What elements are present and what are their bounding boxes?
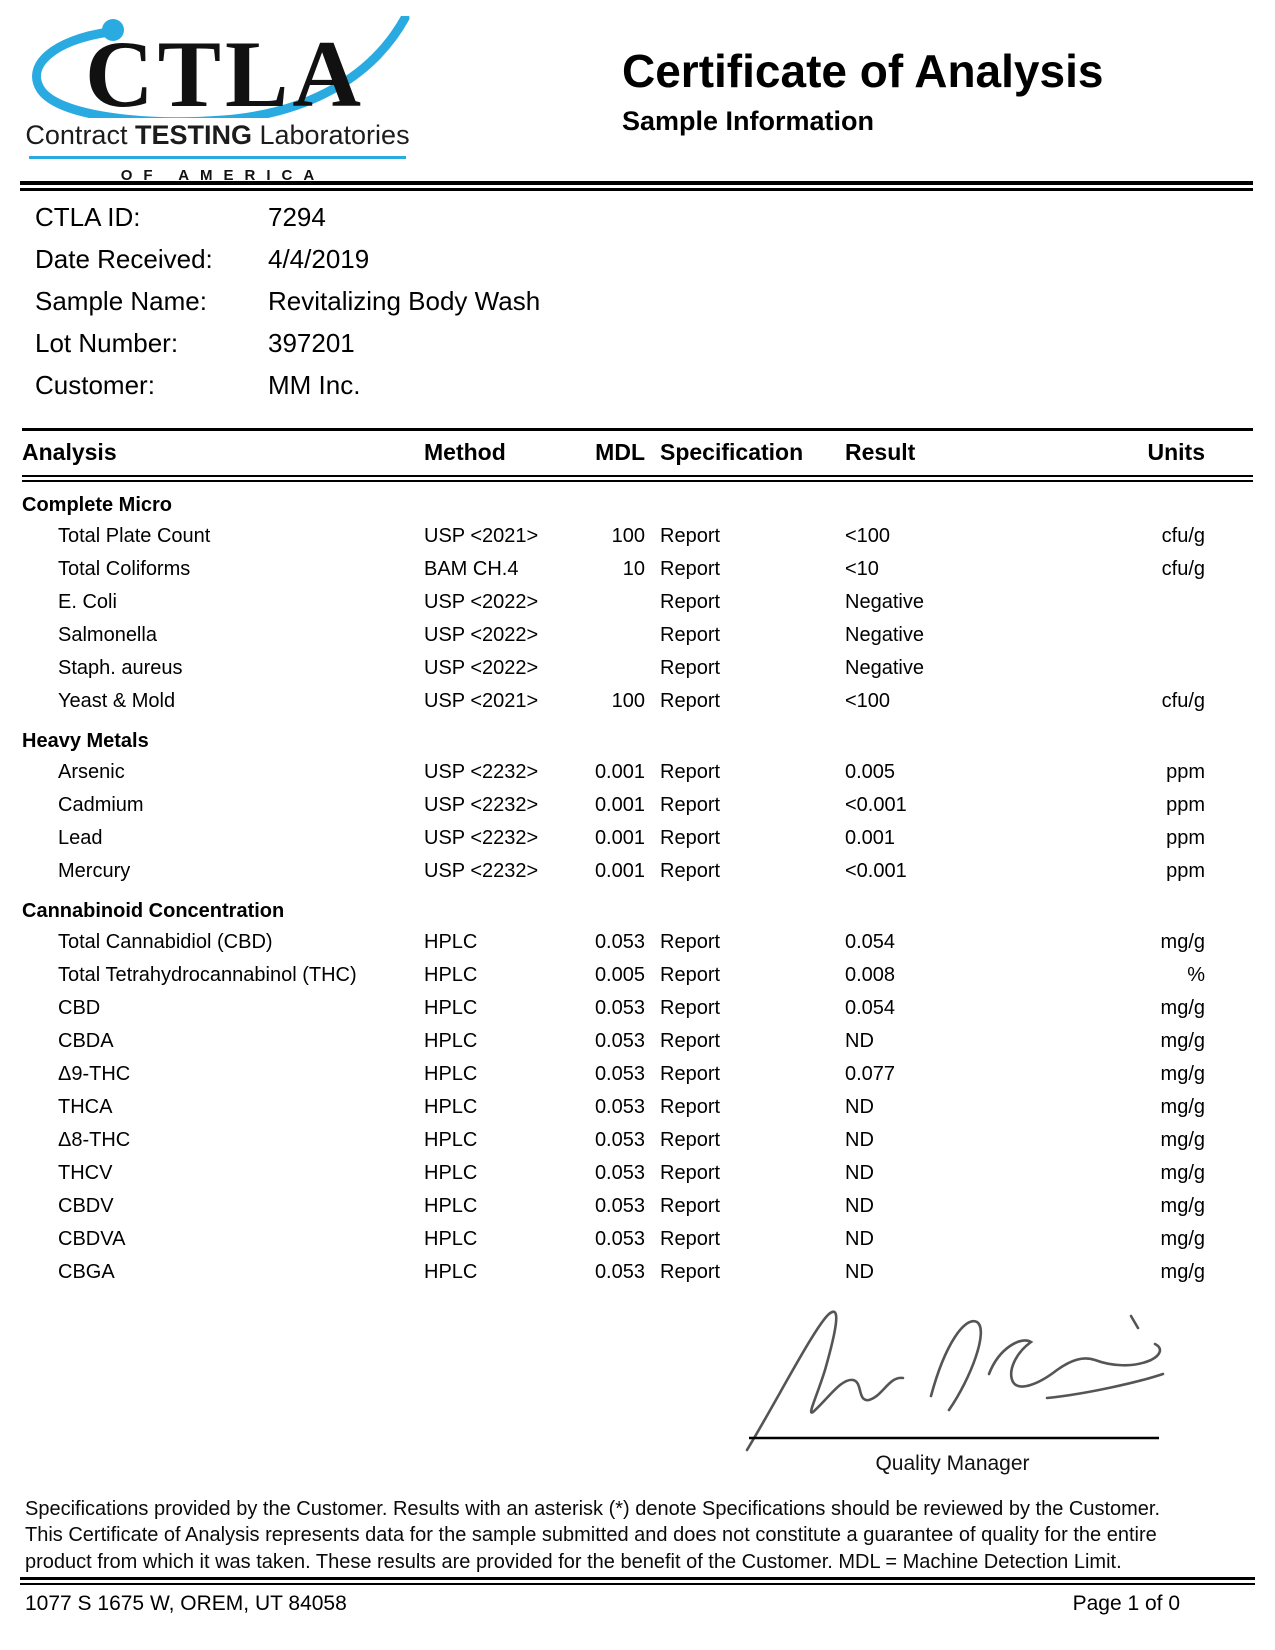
cell-specification: Report (660, 1129, 721, 1152)
cell-result: ND (845, 1228, 874, 1251)
cell-specification: Report (660, 1228, 721, 1251)
footer-page-number: Page 1 of 0 (1072, 1592, 1180, 1615)
cell-specification: Report (660, 931, 721, 954)
cell-specification: Report (660, 1162, 721, 1185)
cell-mdl: 0.053 (594, 1261, 645, 1284)
header-units: Units (1080, 430, 1253, 479)
cell-result: ND (845, 1096, 874, 1119)
footer-divider (20, 1577, 1255, 1585)
sample-field-label: Date Received: (35, 243, 213, 274)
cell-method: USP <2021> (424, 690, 539, 713)
analysis-table-header (22, 430, 1253, 479)
header-divider (20, 181, 1253, 191)
title-block (622, 46, 1103, 137)
section-title-row (22, 888, 1253, 926)
cell-mdl: 0.001 (594, 761, 645, 784)
cell-method: HPLC (424, 964, 478, 987)
logo-divider (29, 156, 406, 159)
cell-result: ND (845, 1261, 874, 1284)
sample-row (35, 364, 540, 406)
sample-field-value: 397201 (268, 327, 355, 358)
signature-block (735, 1290, 1170, 1476)
cell-result: <10 (845, 558, 879, 581)
analysis-row (22, 652, 1253, 685)
cell-method: BAM CH.4 (424, 558, 519, 581)
cell-analysis: THCV (58, 1162, 113, 1185)
analysis-row (22, 756, 1253, 789)
analysis-row (22, 926, 1253, 959)
cell-analysis: Lead (58, 827, 103, 850)
cell-mdl (594, 619, 645, 652)
cell-mdl: 0.001 (594, 827, 645, 850)
cell-result: 0.054 (845, 931, 896, 954)
cell-specification: Report (660, 827, 721, 850)
cell-analysis: THCA (58, 1096, 113, 1119)
sample-row (35, 238, 540, 280)
cell-result: ND (845, 1129, 874, 1152)
analysis-table-body (22, 479, 1253, 1290)
cell-units: mg/g (1160, 997, 1205, 1020)
cell-mdl: 0.053 (594, 931, 645, 954)
cell-analysis: Total Coliforms (58, 558, 191, 581)
cell-analysis: E. Coli (58, 591, 117, 614)
sample-field-value: 7294 (268, 201, 326, 232)
cell-analysis: Total Plate Count (58, 525, 211, 548)
cell-analysis: Yeast & Mold (58, 690, 176, 713)
signature-role-label: Quality Manager (875, 1452, 1030, 1475)
cell-mdl: 0.053 (594, 1129, 645, 1152)
cell-analysis: Salmonella (58, 624, 157, 647)
cell-method: HPLC (424, 1261, 478, 1284)
cell-units: cfu/g (1161, 690, 1205, 713)
sample-field-label: Lot Number: (35, 327, 179, 358)
analysis-row (22, 1157, 1253, 1190)
cell-analysis: CBD (58, 997, 101, 1020)
cell-mdl: 0.053 (594, 997, 645, 1020)
ctla-logo (25, 16, 410, 184)
analysis-row (22, 1223, 1253, 1256)
logo-tagline (25, 120, 410, 151)
analysis-row (22, 855, 1253, 888)
cell-analysis: Mercury (58, 860, 131, 883)
sample-field-value: MM Inc. (268, 369, 361, 400)
analysis-row (22, 1124, 1253, 1157)
page-subtitle: Sample Information (622, 105, 875, 136)
cell-method: USP <2232> (424, 827, 539, 850)
cell-analysis: Total Tetrahydrocannabinol (THC) (58, 964, 357, 987)
page-title: Certificate of Analysis (622, 45, 1104, 97)
cell-units: ppm (1166, 794, 1205, 817)
cell-units: mg/g (1160, 931, 1205, 954)
cell-units: ppm (1166, 761, 1205, 784)
cell-method: HPLC (424, 1030, 478, 1053)
cell-units: mg/g (1160, 1063, 1205, 1086)
cell-result: <100 (845, 525, 891, 548)
section-title: Heavy Metals (22, 730, 149, 753)
analysis-row (22, 822, 1253, 855)
header-analysis: Analysis (22, 430, 424, 479)
analysis-row (22, 1190, 1253, 1223)
cell-result: ND (845, 1162, 874, 1185)
sample-info (35, 196, 540, 406)
cell-analysis: Staph. aureus (58, 657, 183, 680)
analysis-row (22, 553, 1253, 586)
cell-units (1080, 652, 1253, 685)
analysis-table (22, 428, 1253, 1289)
cell-specification: Report (660, 794, 721, 817)
analysis-row (22, 959, 1253, 992)
cell-mdl: 100 (611, 690, 645, 713)
analysis-row (22, 586, 1253, 619)
cell-method: USP <2232> (424, 860, 539, 883)
cell-specification: Report (660, 558, 721, 581)
analysis-row (22, 992, 1253, 1025)
cell-units: ppm (1166, 860, 1205, 883)
cell-units: mg/g (1160, 1129, 1205, 1152)
sample-row (35, 196, 540, 238)
cell-units: mg/g (1160, 1162, 1205, 1185)
cell-method: USP <2022> (424, 624, 539, 647)
cell-units: ppm (1166, 827, 1205, 850)
cell-method: HPLC (424, 1162, 478, 1185)
cell-result: 0.008 (845, 964, 896, 987)
logo-subtagline: OF AMERICA (120, 167, 326, 184)
cell-result: 0.054 (845, 997, 896, 1020)
cell-mdl: 0.053 (594, 1228, 645, 1251)
logo-tagline-post: Laboratories (251, 120, 410, 150)
cell-units: % (1187, 964, 1205, 987)
cell-method: USP <2232> (424, 794, 539, 817)
logo-tagline-bold: TESTING (134, 120, 252, 150)
disclaimer-text: Specifications provided by the Customer. Results with an asterisk (*) denote Specifications should be reviewed by the Customer. This Certificate of Analysis represents data for the sample submitted and does not constitute a guarantee of quality for the entire product from which it was taken. These results are provided for the benefit of the Customer. MDL = Machine Detection Limit. (25, 1498, 1161, 1573)
cell-analysis: CBGA (58, 1261, 115, 1284)
sample-field-label: Sample Name: (35, 285, 207, 316)
cell-result: ND (845, 1195, 874, 1218)
cell-analysis: Cadmium (58, 794, 144, 817)
footer (25, 1592, 1180, 1616)
cell-result: 0.005 (845, 761, 896, 784)
cell-method: HPLC (424, 931, 478, 954)
cell-method: HPLC (424, 997, 478, 1020)
cell-specification: Report (660, 997, 721, 1020)
analysis-row (22, 520, 1253, 553)
cell-result: 0.001 (845, 827, 896, 850)
section-title: Cannabinoid Concentration (22, 900, 285, 923)
cell-specification: Report (660, 964, 721, 987)
cell-mdl (594, 586, 645, 619)
cell-result: <100 (845, 690, 891, 713)
cell-specification: Report (660, 525, 721, 548)
cell-method: USP <2022> (424, 657, 539, 680)
header-result: Result (845, 430, 1080, 479)
cell-analysis: CBDA (58, 1030, 114, 1053)
cell-mdl (594, 652, 645, 685)
cell-specification: Report (660, 1195, 721, 1218)
cell-specification: Report (660, 761, 721, 784)
cell-result: Negative (845, 624, 924, 647)
cell-method: HPLC (424, 1129, 478, 1152)
cell-units: cfu/g (1161, 525, 1205, 548)
header-method: Method (424, 430, 594, 479)
cell-analysis: Δ8-THC (58, 1129, 131, 1152)
sample-row (35, 280, 540, 322)
cell-result: Negative (845, 591, 924, 614)
cell-analysis: CBDVA (58, 1228, 126, 1251)
cell-units: cfu/g (1161, 558, 1205, 581)
cell-units: mg/g (1160, 1030, 1205, 1053)
sample-field-value: 4/4/2019 (268, 243, 370, 274)
cell-result: ND (845, 1030, 874, 1053)
cell-mdl: 0.001 (594, 860, 645, 883)
analysis-row (22, 789, 1253, 822)
cell-specification: Report (660, 1030, 721, 1053)
cell-result: <0.001 (845, 794, 907, 817)
cell-units: mg/g (1160, 1261, 1205, 1284)
cell-units: mg/g (1160, 1228, 1205, 1251)
logo-acronym: CTLA (85, 21, 365, 118)
cell-result: <0.001 (845, 860, 907, 883)
cell-units: mg/g (1160, 1096, 1205, 1119)
cell-specification: Report (660, 690, 721, 713)
analysis-row (22, 1025, 1253, 1058)
cell-units: mg/g (1160, 1195, 1205, 1218)
cell-method: USP <2232> (424, 761, 539, 784)
analysis-row (22, 619, 1253, 652)
analysis-row (22, 1058, 1253, 1091)
cell-method: USP <2021> (424, 525, 539, 548)
cell-mdl: 0.053 (594, 1096, 645, 1119)
cell-analysis: Δ9-THC (58, 1063, 131, 1086)
cell-specification: Report (660, 860, 721, 883)
cell-result: Negative (845, 657, 924, 680)
cell-units (1080, 619, 1253, 652)
cell-mdl: 10 (622, 558, 645, 581)
cell-specification: Report (660, 1261, 721, 1284)
sample-row (35, 322, 540, 364)
cell-specification: Report (660, 1063, 721, 1086)
analysis-row (22, 1256, 1253, 1289)
cell-specification: Report (660, 657, 721, 680)
header-specification: Specification (645, 430, 845, 479)
cell-specification: Report (660, 624, 721, 647)
cell-specification: Report (660, 591, 721, 614)
section-title-row (22, 479, 1253, 521)
cell-mdl: 0.001 (594, 794, 645, 817)
header-mdl: MDL (594, 430, 645, 479)
cell-method: HPLC (424, 1096, 478, 1119)
footer-address: 1077 S 1675 W, OREM, UT 84058 (25, 1592, 347, 1615)
section-title: Complete Micro (22, 494, 173, 517)
cell-mdl: 0.053 (594, 1195, 645, 1218)
cell-analysis: CBDV (58, 1195, 114, 1218)
cell-analysis: Total Cannabidiol (CBD) (58, 931, 273, 954)
cell-method: USP <2022> (424, 591, 539, 614)
cell-units (1080, 586, 1253, 619)
cell-mdl: 0.005 (594, 964, 645, 987)
sample-field-value: Revitalizing Body Wash (268, 285, 541, 316)
sample-field-label: CTLA ID: (35, 201, 141, 232)
cell-result: 0.077 (845, 1063, 896, 1086)
sample-field-label: Customer: (35, 369, 155, 400)
cell-method: HPLC (424, 1228, 478, 1251)
cell-mdl: 0.053 (594, 1063, 645, 1086)
analysis-row (22, 685, 1253, 718)
cell-mdl: 0.053 (594, 1162, 645, 1185)
cell-specification: Report (660, 1096, 721, 1119)
cell-mdl: 0.053 (594, 1030, 645, 1053)
logo-tagline-pre: Contract (25, 120, 135, 150)
section-title-row (22, 718, 1253, 756)
cell-method: HPLC (424, 1195, 478, 1218)
logo-swoosh-icon (25, 16, 410, 118)
cell-method: HPLC (424, 1063, 478, 1086)
cell-analysis: Arsenic (58, 761, 125, 784)
signature-image (735, 1290, 1170, 1452)
cell-mdl: 100 (611, 525, 645, 548)
analysis-row (22, 1091, 1253, 1124)
